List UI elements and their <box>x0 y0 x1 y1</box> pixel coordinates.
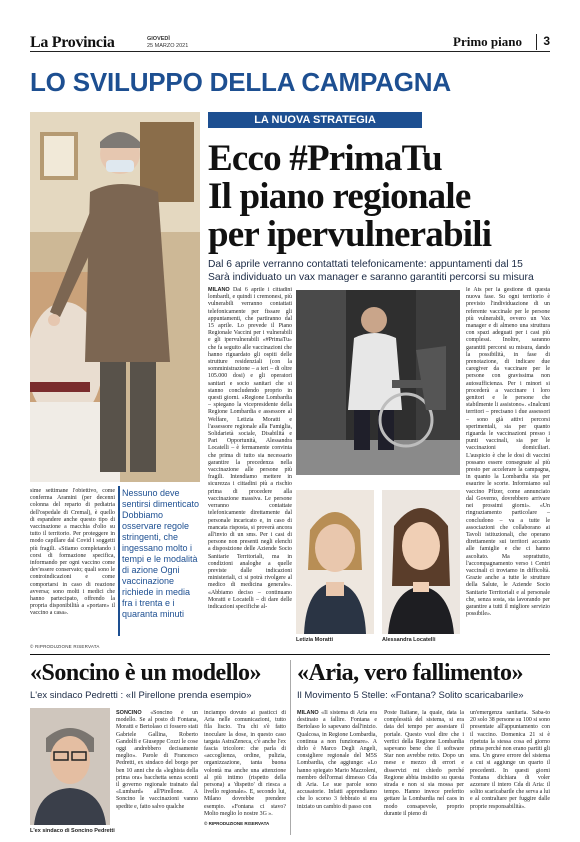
article-dateline: MILANO <box>297 710 322 716</box>
article-body: un'emergenza sanitaria. Saba-to 20 solo 38 persone su 100 si sono presentate all'appuntamento con il vaccino. Domenica 21 si è ripetuta la stessa cosa ed giorno prima perché non erano partiti gli sms. Un grave errore del sistema a cui si aggiunge un quarto il precedenti. In questi giorni Fontana dichiara di voler azzerare il intero Cda di Aria: il solito scaricabarile che serva a lui e al contraltare per fuggire dalle proprie responsabilità». <box>470 710 550 810</box>
section-headline: LO SVILUPPO DELLA CAMPAGNA <box>30 67 451 97</box>
locatelli-portrait <box>382 490 460 634</box>
pedretti-illustration <box>30 708 110 825</box>
copyright-notice: © RIPRODUZIONE RISERVATA <box>204 821 270 827</box>
article-dateline: MILANO <box>208 287 234 293</box>
wheelchair-illustration <box>296 290 460 475</box>
article-dateline: SONCINO <box>116 710 151 716</box>
article-column <box>208 287 292 642</box>
paper-name: La Provincia <box>30 34 115 51</box>
article-body: Dal 6 aprile i cittadini lombardi, e quindi i cremonesi, più vulnerabili verranno contattati telefonicamente per fissare gli appuntamenti, che partiranno dal 15 aprile. Lo prevede il Piano Regionale Vaccini per i vulnerabili e gli ipervulnerabili «#PrimaTu» che fa seguito alle vaccinazioni che hanno riguardato gli ospiti delle strutture residenziali (con la somministrazione – a ieri – di oltre 105.000 dosi) e gli operatori sanitari e socio sanitari che si stanno concludendo proprio in questi giorni. «Regione Lombardia – spiegano la vicepresidente della Regione Lombardia e assessore al Welfare, Letizia Moratti e l'assessore regionale alla Famiglia, Solidarietà sociale, Disabilità e Pari Opportunità, Alessandra Locatelli – è fermamente convinta che prima di tutto sia necessario garantire la precedenza nella vaccinazione alle persone più fragili. Intendiamo mettere in sicurezza i cittadini più a rischio prima di procedere alla vaccinazione massiva. Le persone verranno contattate telefonicamente direttamente dal personale incaricato e, in caso di mancata risposta, si proverà ancora all'invio di un sms. Per i casi di persone non presenti negli elenchi a disposizione delle Aziende Socio Sanitarie Territoriali, ma in condizioni analoghe a quelle previste dalle indicazioni ministeriali, ci si potrà rivolgere al medico di medicina generale». «Abbiamo deciso – continuano Moratti e Locatelli – di dare delle indicazioni specifiche al- <box>208 287 292 610</box>
aria-subtitle: Il Movimento 5 Stelle: «Fontana? Solito scaricabarile» <box>297 690 524 701</box>
masthead <box>30 34 550 52</box>
column-divider <box>290 660 291 835</box>
moratti-illustration <box>296 490 374 634</box>
photo-caption: Letizia Moratti <box>296 637 333 643</box>
article-body: Poste Italiane, la quale, data la complessità del sistema, si era data del tempo per assestare il portale. Questo vuol dire che i vertici della Regione Lombardia sapevano bene che il software Star non avrebbe retto. Dopo un mese e mezzo di errori e disservizi mi chiedo perché Regione abbia insistito su questa strada e non si sia mossa per tempo. Hanno invece preferito gettare la Lombardia nel caos in modo consapevole, proprio durante il pieno di <box>384 710 464 817</box>
photo-caption: Alessandra Locatelli <box>382 637 436 643</box>
article-title-line: Il piano regionale <box>208 176 471 217</box>
article-body: sime settimane l'obiettivo, come conferma Aramini (per decenni colonna del reparto di pediatria dell'ospedale di Cremal), è quello di espandere anche questo tipo di vaccinazione a macchia d'olio su tutto il territorio. Per proteggere in modo capillare dal Covid i soggetti più fragili. «Stiamo completando i corsi di formazione specifica, informando per ogni vaccino come dev'essere conservato; quali sono le controindicazioni e come comportarsi in caso di reazione avversa; sono molti i medici che hanno partecipato, offrendo la propria disponibilità a «portare» il vaccino a casa». <box>30 488 115 617</box>
article-column <box>30 488 115 638</box>
article-body: inciampo dovuto ai pasticci di Aria nelle comunicazioni, tutto fila liscio. Tra chi s'è fatto inoculare la dose, in questo caso targata AstraZeneca, c'è anche l'ex fascia tricolore: che parla di «accoglienza, ordine, pulizia, organizzazione, tanta buona volontà ma anche una attenzione al più intimo (rispetto della persona) a 'dispetto' di riesca a livello regionale». E, secondo lui, Milano dovrebbe prendere esempio. «Fontana ci stavo? Molto meglio lo nostre 3G ». <box>204 710 286 817</box>
article-column <box>470 710 550 835</box>
article-body: «Il sistema di Aria era destinato a fallire. Fontana e Bertolaso lo sapevano dall'inizio. Qualcosa, in Regione Lombardia, continua a non funzionare». A dirlo è Marco Degli Angeli, consigliere regionale del M5S Lombardia, che aggiunge: «Lo hanno spiegato Mario Mazzoleni, membro dell'ormai dimesso Cda di Aria. Le sue parole sono accusatorie. Infatti apprendiamo che lo scorso 3 febbraio si era iniziato un cambio di passo con <box>297 710 377 810</box>
issue-weekday: GIOVEDÌ <box>147 36 170 42</box>
article-title <box>208 140 550 254</box>
photo-caption: L'ex sindaco di Soncino Pedretti <box>30 828 115 834</box>
article-body: «Soncino è un modello. Se al posto di Fontana, Moratti e Bertolaso ci fossero stati Gabriele Gallina, Roberto Gandolfi e Giuseppe Cozzi le cose oggi andrebbero decisamente meglio». Parole di Francesco Pedretti, ex sindaco del borgo per ben 10 anni che da «leghista della prima ora» bacchetta senza sconti il governo regionale trainato dal «Lumbard» all'Pirellone. A Soncino le vaccinazioni vanno spedite e, fatto salvo qualche <box>116 710 198 810</box>
soncino-title: «Soncino è un modello» <box>30 660 262 686</box>
wheelchair-photo <box>296 290 460 475</box>
aria-title: «Aria, vero fallimento» <box>297 660 524 686</box>
article-subtitle <box>208 258 550 284</box>
moratti-portrait <box>296 490 374 634</box>
article-title-line: Ecco #PrimaTu <box>208 138 442 179</box>
home-vaccination-photo <box>30 112 200 482</box>
pull-quote: Nessuno deve sentirsi dimenticato Dobbiamo osservare regole stringenti, che ingessano molto i tempi e le modalità di azione Ogni vaccinazione richiede in media fra i trenta e i quaranta minuti <box>122 488 200 619</box>
section-divider <box>30 654 550 655</box>
article-column <box>466 287 550 642</box>
issue-date <box>147 36 188 49</box>
article-title-line: per ipervulnerabili <box>208 214 492 255</box>
soncino-subtitle: L'ex sindaco Pedretti : «Il Pirellone prenda esempio» <box>30 690 252 701</box>
article-kicker: LA NUOVA STRATEGIA <box>208 112 422 128</box>
article-body: le Ats per la gestione di questa nuova fase. Su ogni territorio è previsto l'individuazione di un referente vaccinale per le persone più vulnerabili, ovvero un Vax manager e di almeno una struttura con spazi adeguati per i casi più complessi. Inoltre, saranno garantiti percorsi su misura, dando la possibilità, in fase di prenotazione, di indicare due caregiver da vaccinare per le persone con gravissima non autosufficienza. Per i minori si procederà a vaccinare i loro genitori e le persone che stabilmente li assistono». «Inalcuni territori – precisano i due assessori – sono già attivi percorsi sperimentali, sia per quanto riguarda le vaccinazioni presso i punti vaccinali, sia per le vaccinazioni domiciliari. L'auspicio è che le dosi di vaccini possano essere consegnate al più presto per accelerare la campagna, in quanto la Lombardia sta per esaurire le scorte. Informiamo sul vaccino Pfizer, come annunciato dal Governo, dovrebbero arrivare nei prossimi giorni». «Un ringraziamento particolare – concludono – va a tutte le associazioni che collaborano ai Tavoli istituzionali, che operano direttamente sui territori accanto alle famiglie e che ci hanno ascoltato. Ma soprattutto, l'accompagnamento verso i Centri vaccinali ci troviamo in difficoltà. Grazie anche a tutte le strutture della Salute, le Aziende Socio Sanitarie Territoriali e al personale che, senza sosta, sta lavorando per garantire a tutti il migliore servizio possibile». <box>466 287 550 618</box>
locatelli-illustration <box>382 490 460 634</box>
quote-rule <box>118 486 121 636</box>
issue-date-text: 25 MARZO 2021 <box>147 42 189 49</box>
article-column <box>204 710 286 835</box>
article-subtitle-line: Dal 6 aprile verranno contattati telefonicamente: appuntamenti dal 15 <box>208 259 523 270</box>
page-number: 3 <box>536 34 550 50</box>
article-subtitle-line: Sarà individuato un vax manager e saranno garantiti percorsi su misura <box>208 272 534 283</box>
section-name: Primo piano <box>453 34 522 49</box>
home-vaccination-illustration <box>30 112 200 482</box>
pedretti-portrait <box>30 708 110 825</box>
article-column <box>384 710 464 835</box>
copyright-notice: © RIPRODUZIONE RISERVATA <box>30 644 100 649</box>
article-column <box>297 710 377 835</box>
article-column <box>116 710 198 835</box>
